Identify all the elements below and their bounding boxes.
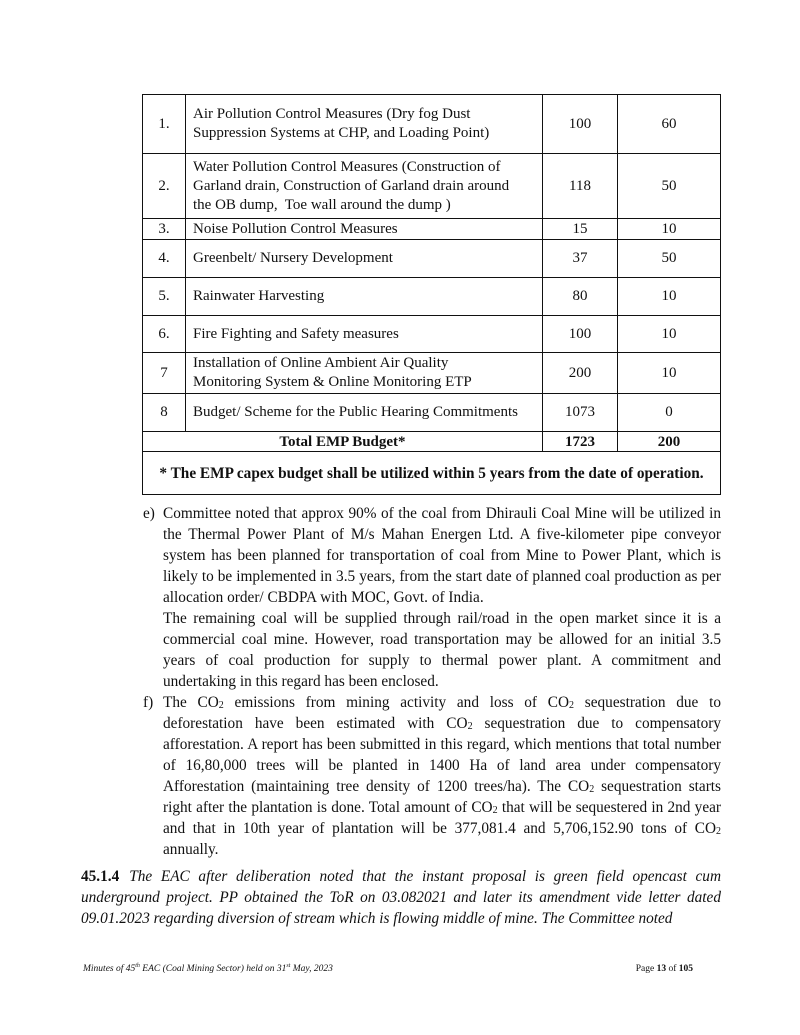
row-recurring: 10 [618,219,721,240]
row-number: 2. [143,154,186,219]
paragraph: The $CO_2$ emissions from mining activity and loss of $CO_2$ sequestration due to deforestation have been estimated with $CO_2$ sequestration due to compensatory afforestation. A report has been submitted in this regard, which mentions that total number of 16,80,000 trees will be planted in 1400 Ha of land area under compensatory Afforestation (maintaining tree density of 1200 trees/ha). The $CO_2$ sequestration starts right after the plantation is done. Total amount of $CO_2$ that will be sequestered in 2nd year and that in 10th year of plantation will be 377,081.4 and 5,706,152.90 tons of $CO_2$ annually. [163,694,721,858]
row-capex: 1073 [543,394,618,432]
row-number: 8 [143,394,186,432]
table-row [143,219,721,240]
table-row [143,240,721,278]
total-capex: 1723 [543,432,618,452]
row-recurring: 10 [618,316,721,353]
section-text: The EAC after deliberation noted that the instant proposal is green field opencast cum underground project. PP obtained the ToR on 03.082021 and later its amendment vide letter dated 09.01.2023 regarding diversion of stream which is flowing middle of mine. The Committee noted [81,868,721,927]
table-row [143,95,721,154]
page-footer [81,964,721,978]
table-note: * The EMP capex budget shall be utilized within 5 years from the date of operation. [143,452,721,495]
row-capex: 100 [543,316,618,353]
row-description: Fire Fighting and Safety measures [186,316,543,353]
list-item-e [143,503,721,692]
row-number: 1. [143,95,186,154]
total-recurring: 200 [618,432,721,452]
table-row [143,316,721,353]
paragraph: The remaining coal will be supplied through rail/road in the open market since it is a commercial coal mine. However, road transportation may be allowed for an initial 3.5 years of coal production for supply to thermal power plant. A commitment and undertaking in this regard has been enclosed. [163,610,721,690]
list-marker: e) [143,505,155,522]
row-description: Installation of Online Ambient Air Quality Monitoring System & Online Monitoring ETP [186,353,543,394]
section-number: 45.1.4 [81,868,120,885]
row-description: Budget/ Scheme for the Public Hearing Commitments [186,394,543,432]
row-recurring: 10 [618,278,721,316]
row-recurring: 0 [618,394,721,432]
row-number: 5. [143,278,186,316]
row-capex: 118 [543,154,618,219]
row-number: 7 [143,353,186,394]
row-description: Noise Pollution Control Measures [186,219,543,240]
page-number: Page 13 of 105 [635,964,693,974]
emp-budget-table [142,94,721,495]
list-item-f [143,692,721,860]
table-row [143,278,721,316]
row-capex: 37 [543,240,618,278]
table-total-row [143,432,721,452]
row-recurring: 10 [618,353,721,394]
list-marker: f) [143,694,154,711]
table-row [143,154,721,219]
row-description: Water Pollution Control Measures (Construction of Garland drain, Construction of Garland drain around the OB dump, Toe wall around the dump ) [186,154,543,219]
row-number: 6. [143,316,186,353]
row-recurring: 60 [618,95,721,154]
row-capex: 200 [543,353,618,394]
row-capex: 100 [543,95,618,154]
section-45-1-4 [81,866,721,929]
observations-list [143,503,721,860]
table-row [143,353,721,394]
row-recurring: 50 [618,154,721,219]
paragraph: Committee noted that approx 90% of the coal from Dhirauli Coal Mine will be utilized in the Thermal Power Plant of M/s Mahan Energen Ltd. A five-kilometer pipe conveyor system has been planned for transportation of coal from Mine to Power Plant, which is likely to be implemented in 3.5 years, from the start date of planned coal production as per allocation order/ CBDPA with MOC, Govt. of India. [163,505,721,606]
table-note-row [143,452,721,495]
row-description: Greenbelt/ Nursery Development [186,240,543,278]
row-description: Rainwater Harvesting [186,278,543,316]
total-label: Total EMP Budget* [143,432,543,452]
footer-title: Minutes of 45th EAC (Coal Mining Sector) held on 31st May, 2023 [83,963,333,974]
row-description: Air Pollution Control Measures (Dry fog Dust Suppression Systems at CHP, and Loading Point) [186,95,543,154]
row-number: 4. [143,240,186,278]
table-row [143,394,721,432]
row-capex: 80 [543,278,618,316]
row-capex: 15 [543,219,618,240]
row-recurring: 50 [618,240,721,278]
row-number: 3. [143,219,186,240]
